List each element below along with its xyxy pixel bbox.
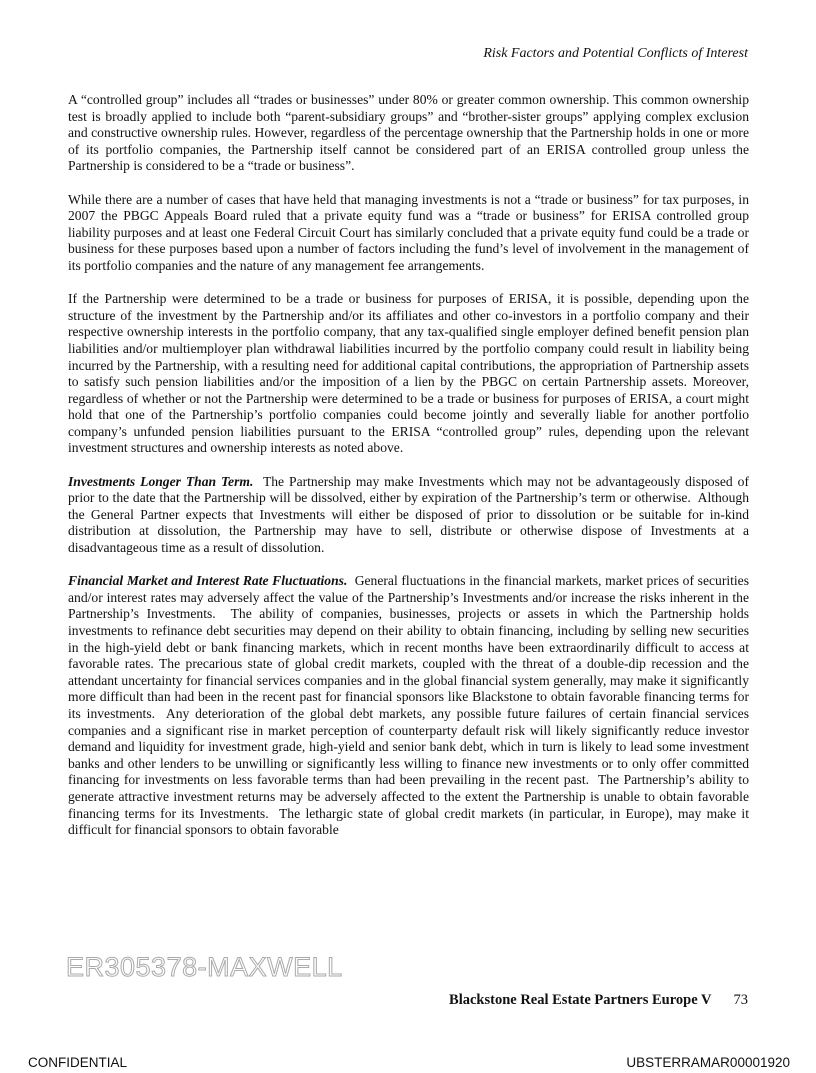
paragraph-text: If the Partnership were determined to be a trade or business for purposes of ERISA, it is possible, depending upon the structure of the investment by the Partnership and/or its affiliates and other co-investors in a portfolio company and their respective ownership interests in the portfolio company, that any tax-qualified single employer defined benefit pension plan liabilities and/or multiemployer plan withdrawal liabilities incurred by the portfolio company could result in liability being incurred by the Partnership, with a resulting need for additional capital contributions, the appropriation of Partnership assets to satisfy such pension liabilities and/or the imposition of a lien by the PBGC on certain Partnership assets. Moreover, regardless of whether or not the Partnership were determined to be a trade or business for purposes of ERISA, a court might hold that one of the Partnership’s portfolio companies could become jointly and severally liable for another portfolio company’s unfunded pension liabilities pursuant to the ERISA “controlled group” rules, depending upon the relevant investment structures and ownership interests as noted above. xyxy=(68,291,749,456)
paragraph-controlled-group xyxy=(68,92,749,175)
paragraph-text: A “controlled group” includes all “trades or businesses” under 80% or greater common ownership. This common ownership test is broadly applied to include both “parent-subsidiary groups” and “brother-sister groups” applying complex exclusion and constructive ownership rules. However, regardless of the percentage ownership that the Partnership holds in one or more of its portfolio companies, the Partnership itself cannot be considered part of an ERISA controlled group unless the Partnership is considered to be a “trade or business”. xyxy=(68,92,749,174)
paragraph-heading: Financial Market and Interest Rate Fluctuations. xyxy=(68,573,348,589)
paragraph-investments-longer-than-term xyxy=(68,473,753,557)
paragraph-text: General fluctuations in the financial markets, market prices of securities and/or interest rates may adversely affect the value of the Partnership’s Investments and/or increase the risks inherent in the Partnership’s Investments. The ability of companies, businesses, projects or assets in which the Partnership holds investments to refinance debt securities may depend on their ability to obtain financing, including by selling new securities in the high-yield debt or bank financing markets, which in recent months have been extraordinarily difficult to access at favorable rates. The precarious state of global credit markets, coupled with the threat of a double-dip recession and the attendant uncertainty for financial services companies and in the global financial system generally, may make it significantly more difficult than had been in the recent past for financial sponsors like Blackstone to obtain favorable financing terms for its investments. Any deterioration of the global debt markets, any possible future failures of certain financial services companies and a significant rise in market perception of counterparty default risk will likely significantly reduce investor demand and liquidity for investment grade, high-yield and senior bank debt, which in turn is likely to lead some investment banks and other lenders to be unwilling or significantly less willing to finance new investments or to only offer committed financing for investments on less favorable terms than had been prevailing in the recent past. The Partnership’s ability to generate attractive investment returns may be adversely affected to the extent the Partnership is unable to obtain favorable financing terms for its Investments. The lethargic state of global credit markets (in particular, in Europe), may make it difficult for financial sponsors to obtain favorable xyxy=(68,573,753,838)
bates-number: UBSTERRAMAR00001920 xyxy=(626,1055,790,1070)
page-footer xyxy=(449,992,748,1009)
paragraph-financial-market-fluctuations xyxy=(68,573,753,839)
watermark-stamp: ER305378-MAXWELL xyxy=(66,952,343,982)
document-body xyxy=(68,92,753,855)
paragraph-text: The Partnership may make Investments which may not be advantageously disposed of prior to the date that the Partnership will be dissolved, either by expiration of the Partnership’s term or otherwise. Although the General Partner expects that Investments will either be disposed of prior to dissolution or be suitable for in-kind distribution at dissolution, the Partnership may have to sell, distribute or otherwise dispose of Investments at a disadvantageous time as a result of dissolution. xyxy=(68,473,753,556)
paragraph-heading: Investments Longer Than Term. xyxy=(68,473,254,489)
page-number: 73 xyxy=(733,992,748,1008)
confidential-label: CONFIDENTIAL xyxy=(28,1055,128,1070)
paragraph-pbgc-ruling xyxy=(68,192,749,275)
running-header: Risk Factors and Potential Conflicts of Interest xyxy=(483,46,748,61)
paragraph-text: While there are a number of cases that have held that managing investments is not a “trade or business” for tax purposes, in 2007 the PBGC Appeals Board ruled that a private equity fund was a “trade or business” for ERISA controlled group liability purposes and at least one Federal Circuit Court has similarly concluded that a private equity fund could be a trade or business for these purposes based upon a number of factors including the fund’s level of involvement in the management of its portfolio companies and the nature of any management fee arrangements. xyxy=(68,191,749,273)
footer-document-title: Blackstone Real Estate Partners Europe V xyxy=(449,992,712,1008)
paragraph-erisa-liability xyxy=(68,291,749,457)
